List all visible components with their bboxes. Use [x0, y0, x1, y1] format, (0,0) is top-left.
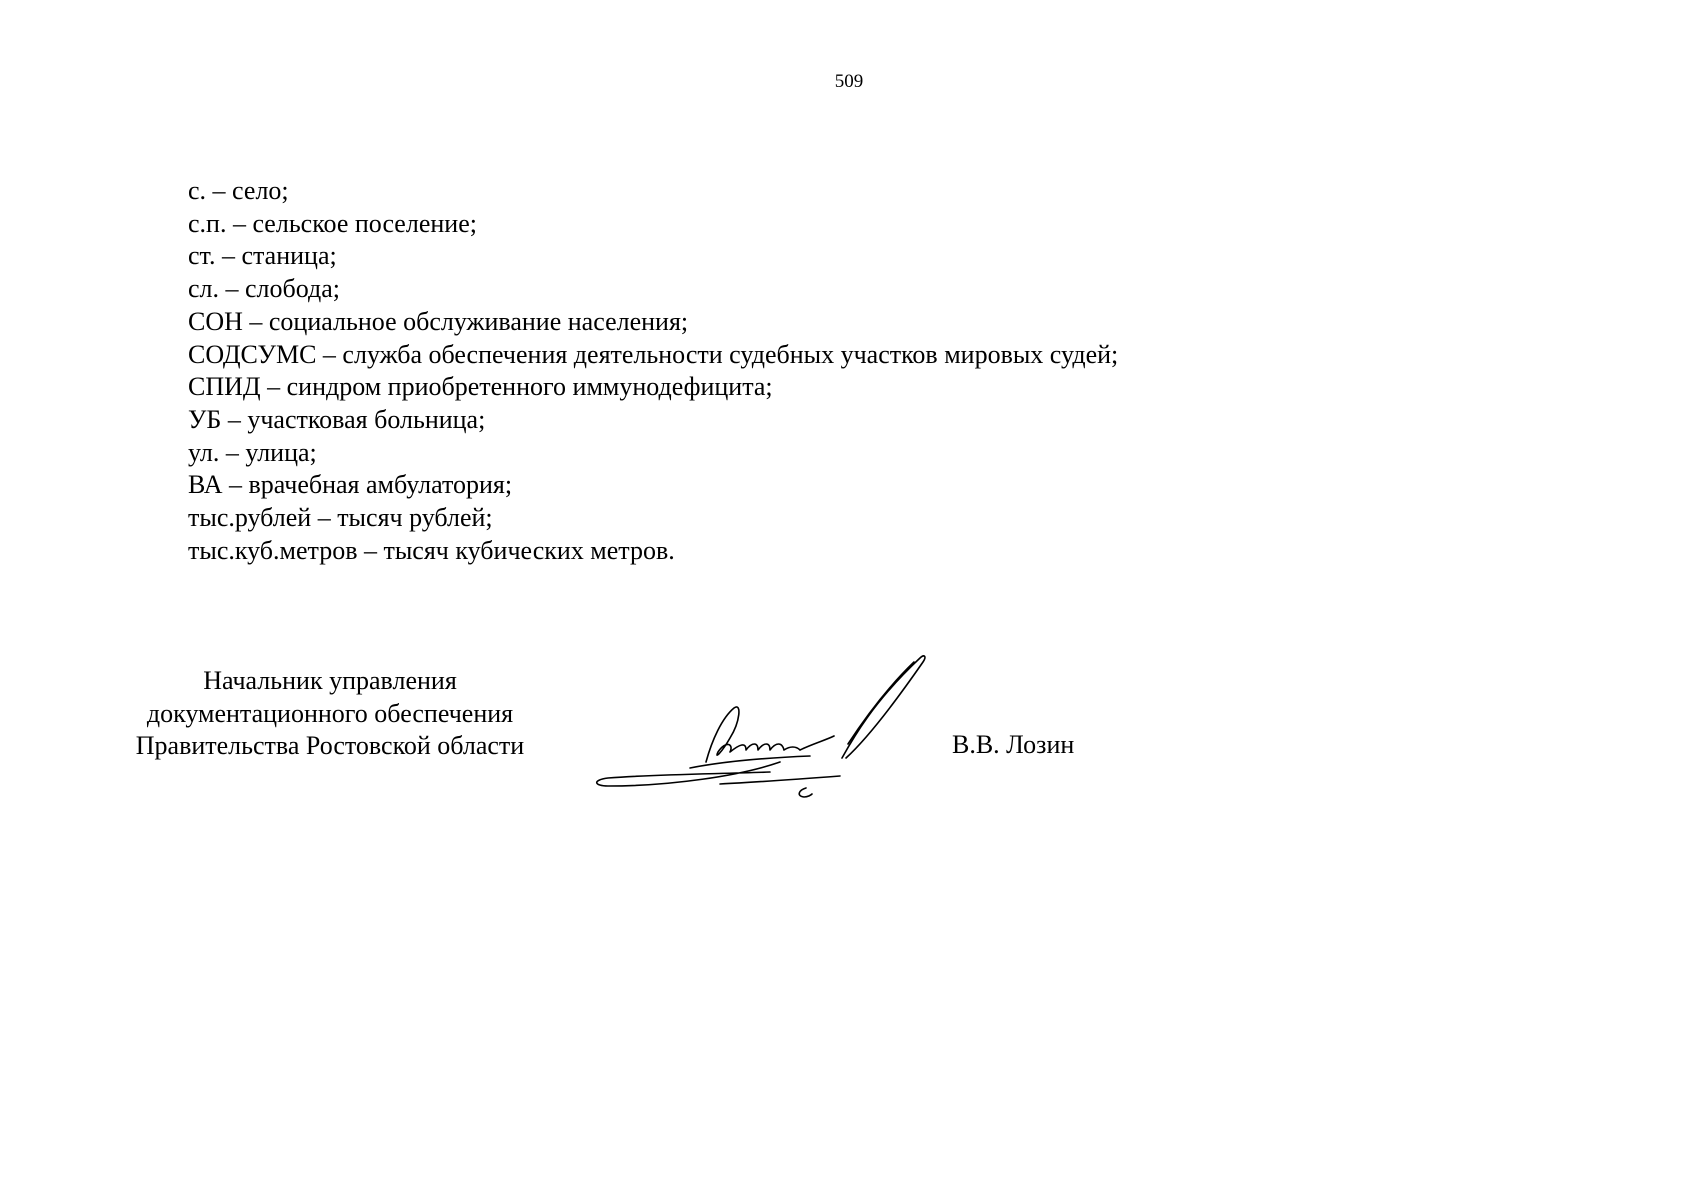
abbreviation-item: тыс.куб.метров – тысяч кубических метров. [188, 535, 675, 565]
abbreviation-list [188, 175, 1118, 567]
abbreviation-item: СОН – социальное обслуживание населения; [188, 306, 689, 336]
handwritten-signature [590, 640, 930, 800]
signer-title-line: Правительства Ростовской области [135, 731, 525, 761]
abbreviation-item: СОДСУМС – служба обеспечения деятельности судебных участков мировых судей; [188, 339, 1119, 369]
abbreviation-item: сл. – слобода; [188, 274, 341, 304]
abbreviation-item: с.п. – сельское поселение; [188, 208, 477, 238]
page-number: 509 [834, 71, 864, 92]
abbreviation-item: ВА – врачебная амбулатория; [188, 470, 513, 500]
abbreviation-item: СПИД – синдром приобретенного иммунодефицита; [188, 372, 773, 402]
abbreviation-item: с. – село; [188, 176, 289, 205]
signer-name: В.В. Лозин [952, 730, 1075, 759]
abbreviation-item: ул. – улица; [188, 437, 317, 467]
abbreviation-item: УБ – участковая больница; [188, 404, 486, 434]
signer-title [110, 665, 550, 763]
signer-title-line: документационного обеспечения [146, 698, 514, 728]
signer-title-line: Начальник управления [203, 666, 457, 695]
abbreviation-item: ст. – станица; [188, 241, 337, 271]
abbreviation-item: тыс.рублей – тысяч рублей; [188, 503, 493, 533]
